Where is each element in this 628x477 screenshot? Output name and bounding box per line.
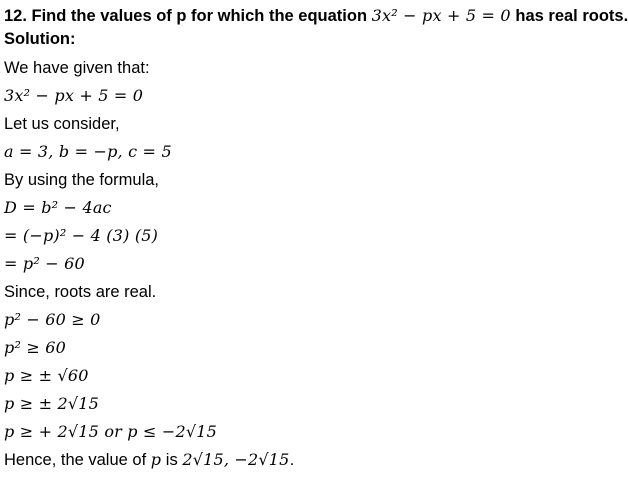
step-real-roots-label: Since, roots are real. (4, 283, 157, 301)
step-formula-label: By using the formula, (4, 171, 159, 189)
step-inequality-1: p² − 60 ≥ 0 (4, 310, 101, 329)
step-consider-label: Let us consider, (4, 115, 120, 133)
step-inequality-3: p ≥ ± √60 (4, 366, 89, 385)
question-suffix: has real roots. (510, 7, 628, 25)
step-given-label: We have given that: (4, 59, 150, 77)
question-equation: 3x² − px + 5 = 0 (371, 6, 511, 25)
conclusion-middle: is (161, 451, 183, 469)
step-inequality-4: p ≥ ± 2√15 (4, 394, 100, 413)
step-inequality-5: p ≥ + 2√15 or p ≤ −2√15 (4, 422, 218, 441)
conclusion-variable: p (150, 450, 162, 469)
conclusion-line (4, 446, 603, 474)
step-equation: 3x² − px + 5 = 0 (4, 86, 144, 105)
step-discriminant-result: = p² − 60 (4, 254, 85, 273)
question-line (4, 4, 628, 28)
conclusion-end: . (289, 451, 295, 469)
step-discriminant-substitution: = (−p)² − 4 (3) (5) (4, 226, 159, 245)
conclusion-values: 2√15, −2√15 (182, 450, 290, 469)
conclusion-prefix: Hence, the value of (4, 451, 151, 469)
question-prefix: 12. Find the values of p for which the equation (4, 7, 372, 25)
step-discriminant-formula: D = b² − 4ac (4, 198, 112, 217)
solution-heading: Solution: (4, 30, 76, 48)
step-coefficients: a = 3, b = −p, c = 5 (4, 142, 172, 161)
step-inequality-2: p² ≥ 60 (4, 338, 66, 357)
